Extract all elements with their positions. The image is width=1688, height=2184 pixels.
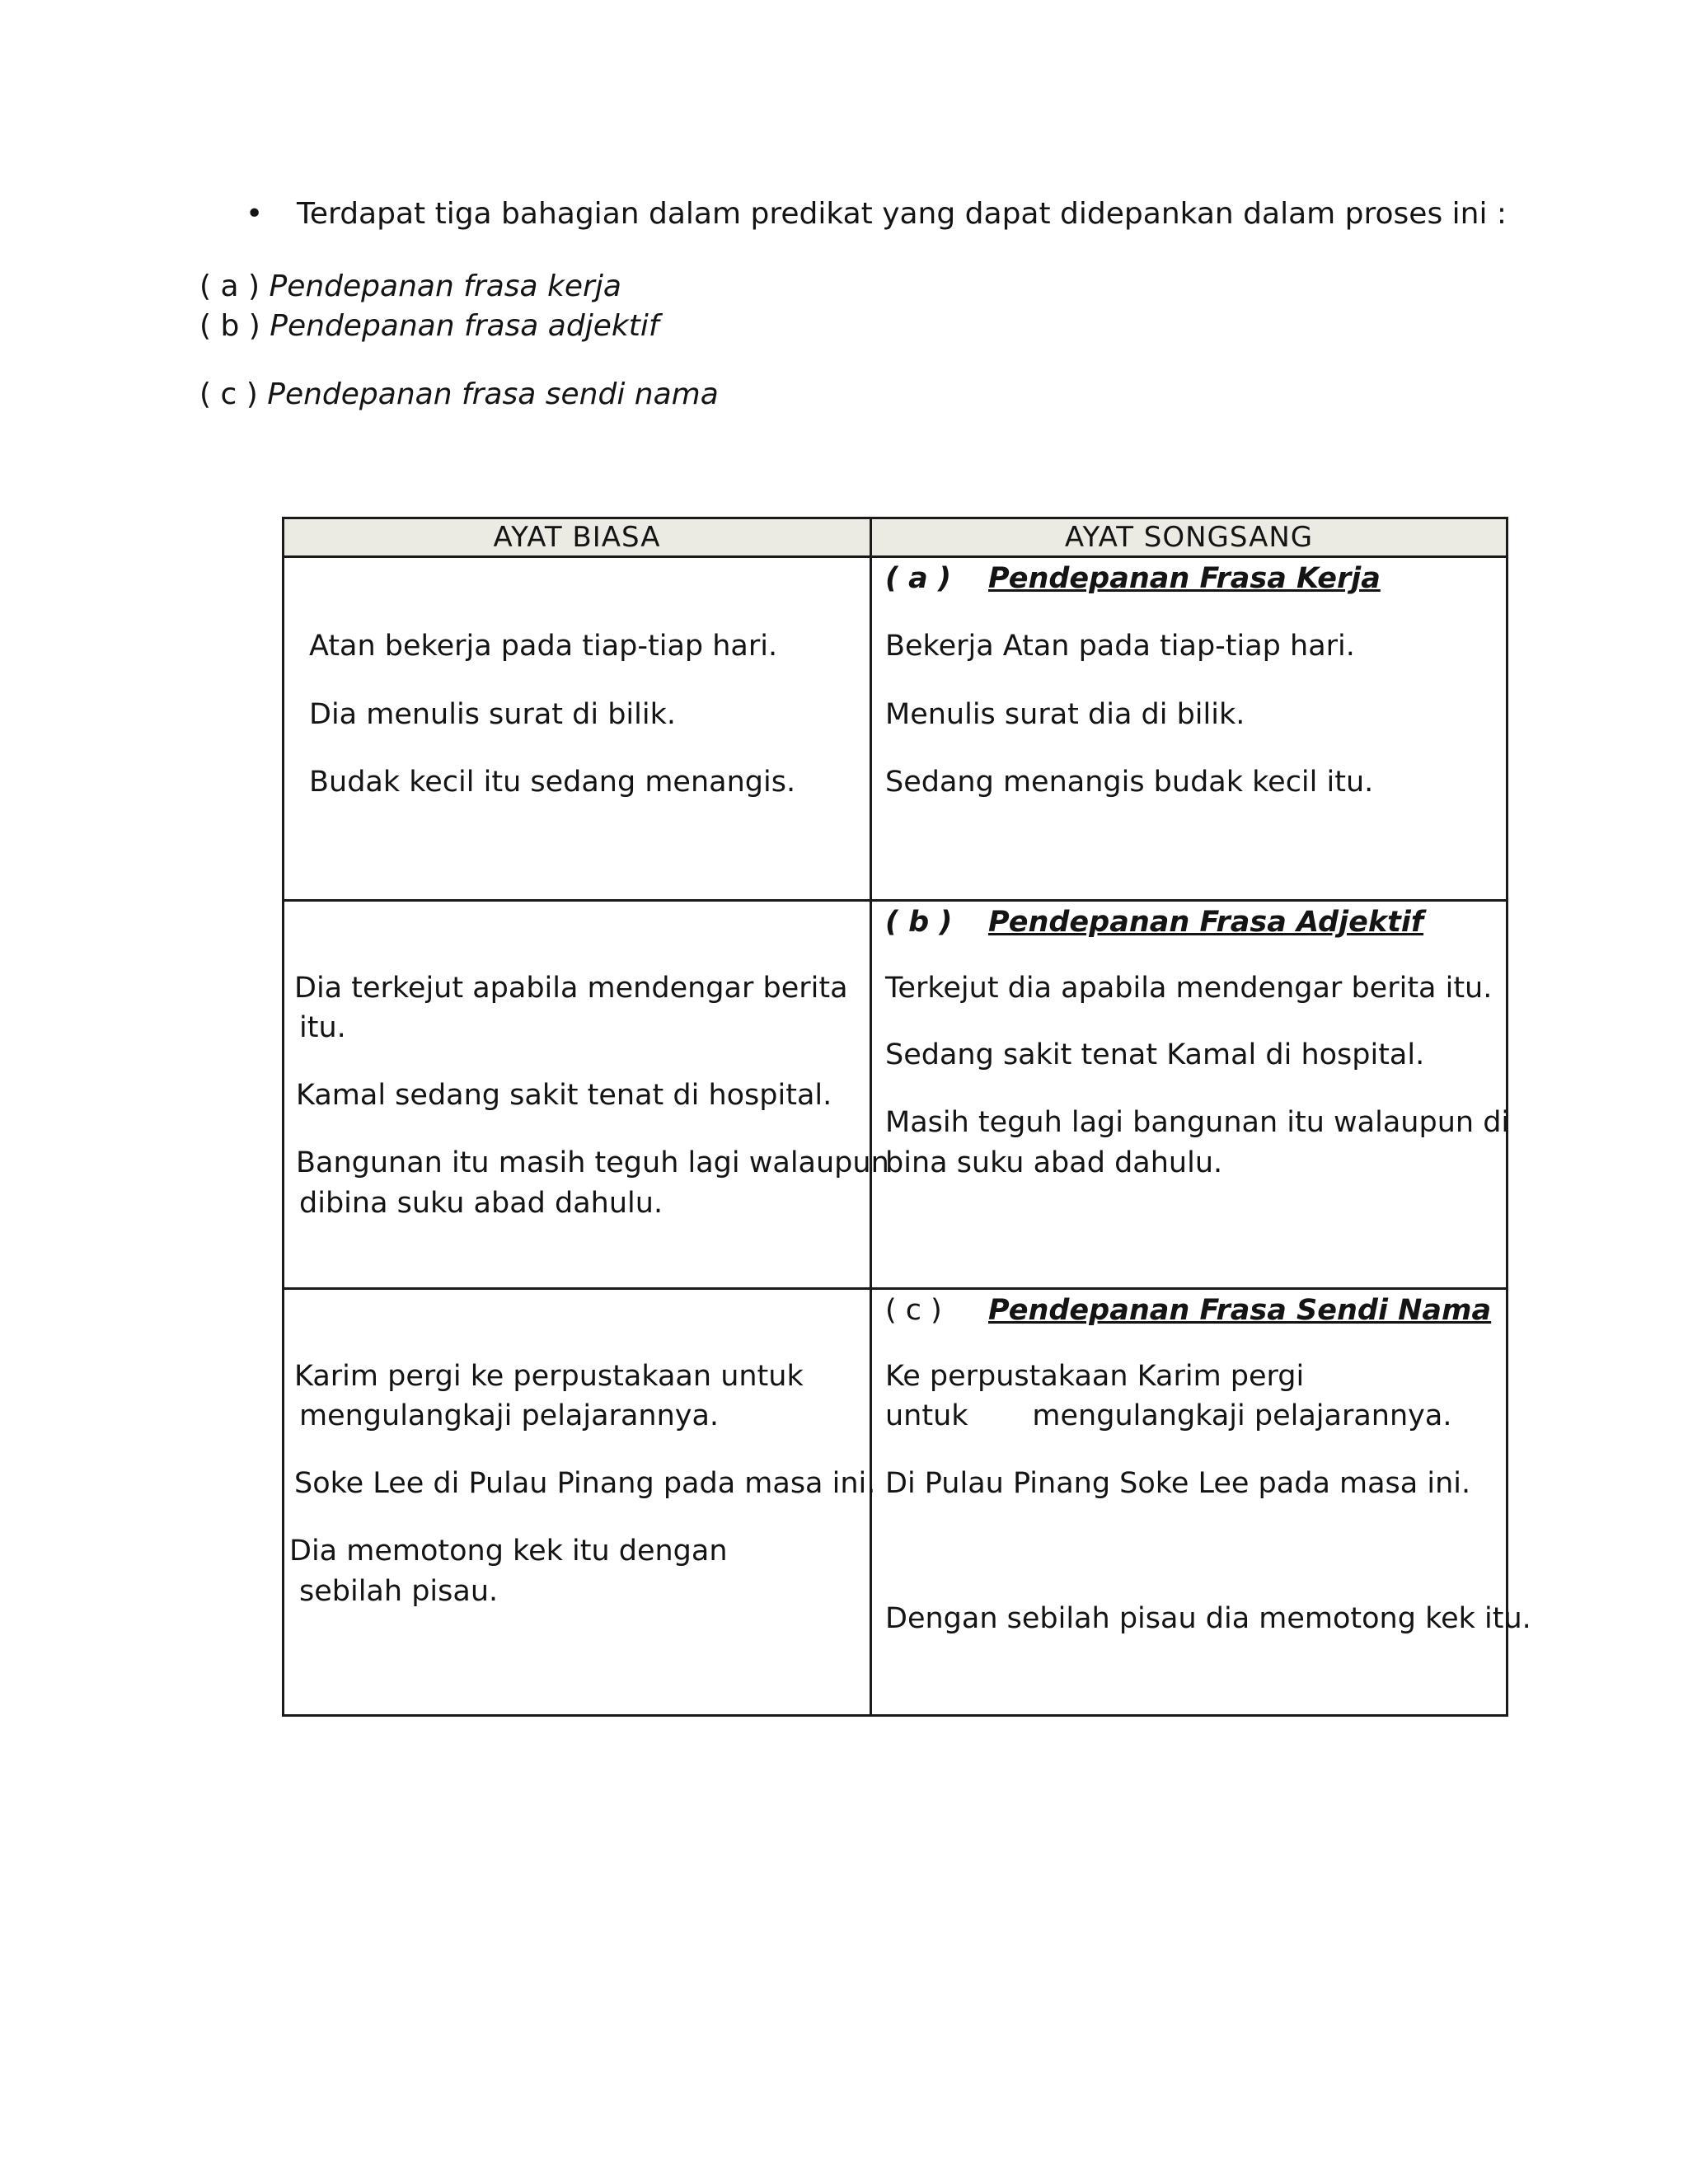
- biasa-sentence: sebilah pisau.: [299, 1575, 499, 1608]
- songsang-sentence: Dengan sebilah pisau dia memotong kek itu.: [885, 1602, 1531, 1635]
- biasa-sentence: Atan bekerja pada tiap-tiap hari.: [309, 630, 778, 663]
- table-row: [284, 1289, 1507, 1716]
- section-marker: ( a ): [885, 562, 951, 595]
- biasa-sentence: Budak kecil itu sedang menangis.: [309, 766, 796, 799]
- section-title: Pendepanan Frasa Sendi Nama: [988, 1294, 1492, 1327]
- biasa-sentence: Soke Lee di Pulau Pinang pada masa ini.: [294, 1467, 876, 1500]
- biasa-sentence: Dia menulis surat di bilik.: [309, 698, 677, 731]
- section-heading-b: [885, 902, 1423, 943]
- table-header-row: [284, 518, 1507, 557]
- biasa-sentence: Kamal sedang sakit tenat di hospital.: [296, 1079, 832, 1112]
- songsang-sentence: Masih teguh lagi bangunan itu walaupun di: [885, 1106, 1510, 1139]
- list-item-a: [199, 267, 621, 307]
- list-item-b: [199, 307, 659, 346]
- bullet-icon: •: [246, 197, 264, 231]
- songsang-sentence: Terkejut dia apabila mendengar berita itu.: [885, 972, 1493, 1005]
- table-row: [284, 901, 1507, 1289]
- section-heading-c: [885, 1290, 1491, 1331]
- section-marker: ( c ): [885, 1294, 942, 1327]
- biasa-cell-c: [284, 1289, 876, 1716]
- biasa-cell-a: [284, 557, 871, 901]
- list-item-marker: ( c ): [199, 377, 258, 411]
- biasa-sentence: Bangunan itu masih teguh lagi walaupun: [296, 1146, 889, 1179]
- songsang-sentence: Menulis surat dia di bilik.: [885, 698, 1245, 731]
- songsang-cell-c: [871, 1289, 1531, 1716]
- intro-text: Terdapat tiga bahagian dalam predikat yang dapat didepankan dalam proses ini :: [297, 197, 1507, 231]
- songsang-sentence: Sedang sakit tenat Kamal di hospital.: [885, 1038, 1425, 1071]
- list-item-c: [199, 375, 719, 415]
- biasa-sentence: Dia memotong kek itu dengan: [289, 1535, 728, 1568]
- biasa-sentence: mengulangkaji pelajarannya.: [299, 1399, 720, 1432]
- section-title: Pendepanan Frasa Kerja: [988, 562, 1381, 595]
- songsang-cell-b: [871, 901, 1510, 1289]
- list-item-marker: ( b ): [199, 309, 260, 343]
- list-item-label: Pendepanan frasa adjektif: [270, 309, 659, 343]
- biasa-sentence: Dia terkejut apabila mendengar berita: [294, 972, 848, 1005]
- section-title: Pendepanan Frasa Adjektif: [988, 906, 1424, 939]
- biasa-cell-b: [284, 901, 889, 1289]
- songsang-sentence: Ke perpustakaan Karim pergi: [885, 1360, 1305, 1393]
- biasa-sentence: Karim pergi ke perpustakaan untuk: [294, 1360, 804, 1393]
- biasa-sentence: dibina suku abad dahulu.: [299, 1187, 663, 1220]
- section-heading-a: [885, 558, 1381, 599]
- songsang-sentence: Di Pulau Pinang Soke Lee pada masa ini.: [885, 1467, 1471, 1500]
- songsang-sentence: Sedang menangis budak kecil itu.: [885, 766, 1374, 799]
- biasa-sentence: itu.: [299, 1011, 346, 1044]
- songsang-cell-a: [871, 557, 1507, 901]
- table-row: [284, 557, 1507, 901]
- list-item-marker: ( a ): [199, 269, 260, 303]
- list-item-label: Pendepanan frasa kerja: [269, 269, 621, 303]
- list-item-label: Pendepanan frasa sendi nama: [267, 377, 719, 411]
- header-ayat-biasa: AYAT BIASA: [284, 518, 871, 557]
- comparison-table: [282, 517, 1531, 1717]
- section-marker: ( b ): [885, 906, 953, 939]
- header-ayat-songsang: AYAT SONGSANG: [871, 518, 1507, 557]
- songsang-sentence: Bekerja Atan pada tiap-tiap hari.: [885, 630, 1355, 663]
- songsang-sentence: untuk mengulangkaji pelajarannya.: [885, 1399, 1452, 1432]
- songsang-sentence: bina suku abad dahulu.: [885, 1146, 1223, 1179]
